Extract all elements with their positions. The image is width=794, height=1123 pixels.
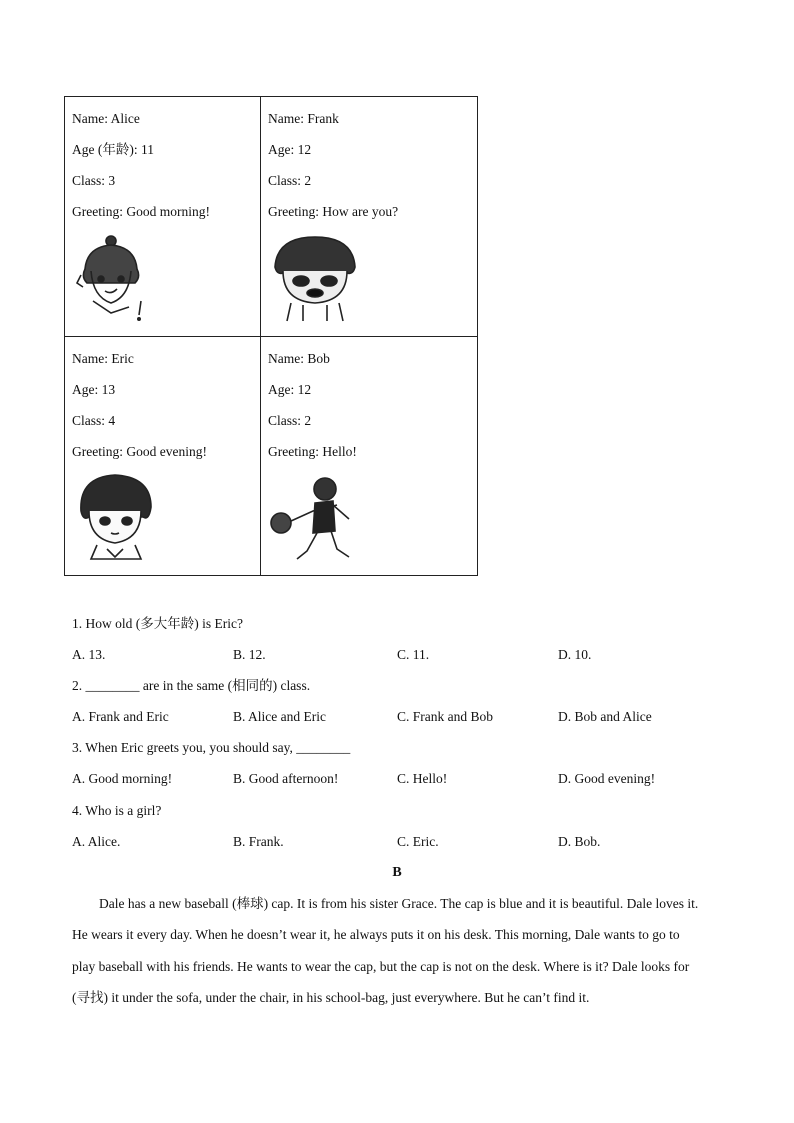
passage-line-1: Dale has a new baseball (棒球) cap. It is from his sister Grace. The cap is blue and it is beautiful. Dale loves it. <box>99 896 699 911</box>
question-1-option-d: D. 10. <box>558 647 592 662</box>
card-greeting: Greeting: How are you? <box>268 204 399 219</box>
card-class: Class: 4 <box>72 413 116 428</box>
passage-line-4: (寻找) it under the sofa, under the chair, in his school-bag, just everywhere. But he can’t find it. <box>72 990 590 1005</box>
card-frank <box>261 97 477 337</box>
question-2-option-b: B. Alice and Eric <box>233 709 326 724</box>
section-title: B <box>392 865 402 880</box>
card-name: Name: Eric <box>72 351 134 366</box>
card-age: Age: 12 <box>268 142 312 157</box>
question-3-option-d: D. Good evening! <box>558 771 656 786</box>
question-2-option-d: D. Bob and Alice <box>558 709 652 724</box>
card-name: Name: Frank <box>268 111 339 126</box>
question-2: 2. ________ are in the same (相同的) class. <box>72 678 311 693</box>
card-class: Class: 2 <box>268 413 312 428</box>
card-age: Age: 12 <box>268 382 312 397</box>
card-name: Name: Bob <box>268 351 330 366</box>
boy-curly-hair-portrait-icon <box>71 471 167 567</box>
card-greeting: Greeting: Good morning! <box>72 204 210 219</box>
card-age: Age: 13 <box>72 382 116 397</box>
card-greeting: Greeting: Good evening! <box>72 444 207 459</box>
card-class: Class: 2 <box>268 173 312 188</box>
passage-line-2: He wears it every day. When he doesn’t wear it, he always puts it on his desk. This morning, Dale wants to go to <box>72 927 680 942</box>
card-greeting: Greeting: Hello! <box>268 444 357 459</box>
card-eric <box>65 337 261 575</box>
question-4-option-b: B. Frank. <box>233 834 284 849</box>
question-1-option-b: B. 12. <box>233 647 266 662</box>
question-3-option-c: C. Hello! <box>397 771 448 786</box>
question-1-option-a: A. 13. <box>72 647 106 662</box>
passage-line-3: play baseball with his friends. He wants to wear the cap, but the cap is not on the desk. Where is it? Dale looks for <box>72 959 690 974</box>
card-alice <box>65 97 261 337</box>
boy-portrait-icon <box>267 231 363 327</box>
student-card-table <box>64 96 478 576</box>
question-3: 3. When Eric greets you, you should say, ________ <box>72 740 351 755</box>
question-2-option-c: C. Frank and Bob <box>397 709 493 724</box>
question-4-option-c: C. Eric. <box>397 834 439 849</box>
question-1: 1. How old (多大年龄) is Eric? <box>72 616 243 631</box>
question-4-option-a: A. Alice. <box>72 834 121 849</box>
question-2-option-a: A. Frank and Eric <box>72 709 169 724</box>
card-name: Name: Alice <box>72 111 140 126</box>
card-bob <box>261 337 477 575</box>
card-class: Class: 3 <box>72 173 116 188</box>
question-4-option-d: D. Bob. <box>558 834 601 849</box>
question-4: 4. Who is a girl? <box>72 803 162 818</box>
card-age: Age (年龄): 11 <box>72 142 154 157</box>
girl-portrait-icon <box>71 231 167 327</box>
question-1-option-c: C. 11. <box>397 647 430 662</box>
basketball-player-icon <box>267 471 363 567</box>
question-3-option-a: A. Good morning! <box>72 771 173 786</box>
question-3-option-b: B. Good afternoon! <box>233 771 339 786</box>
